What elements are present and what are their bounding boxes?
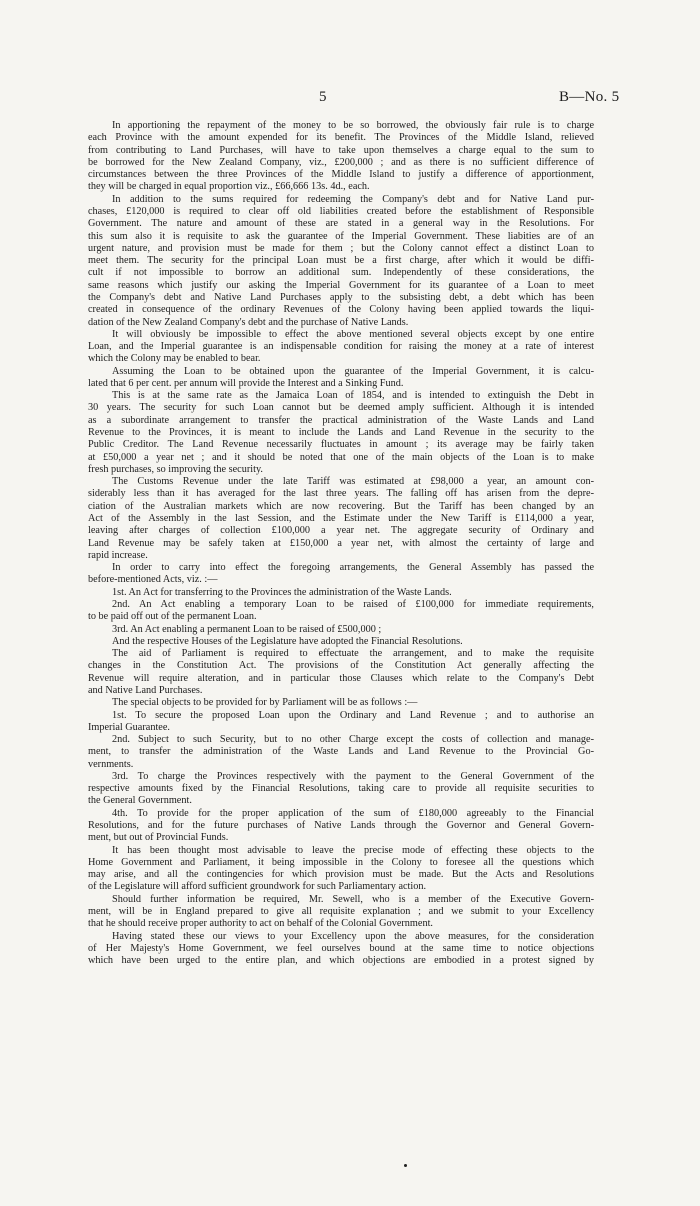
text-line: meet them. The security for the principal Loan must be a first charge, after which it would be diffi-: [88, 255, 594, 267]
text-line: Revenue will require alteration, and in particular those Clauses which relate to the Company's Debt: [88, 672, 594, 684]
text-line: vernments.: [88, 758, 134, 770]
text-line: respective amounts fixed by the Financial Resolutions, taking care to provide all requisite securities to: [88, 783, 594, 795]
text-line: circumstances between the three Provinces of the Middle Island to justify a difference of apportionment,: [88, 169, 594, 181]
text-line: same reasons which justify our asking the Imperial Government for its guarantee of a Loan to meet: [88, 279, 594, 291]
ink-speck: [404, 1164, 407, 1167]
text-line: Should further information be required, Mr. Sewell, who is a member of the Executive Govern-: [112, 893, 594, 905]
text-line: dation of the New Zealand Company's debt and the purchase of Native Lands.: [88, 316, 409, 328]
text-line: The special objects to be provided for by Parliament will be as follows :—: [112, 697, 418, 709]
text-line: Assuming the Loan to be obtained upon the guarantee of the Imperial Government, it is calcu-: [112, 365, 594, 377]
text-line: This is at the same rate as the Jamaica Loan of 1854, and is intended to extinguish the Debt in: [112, 390, 594, 402]
text-line: chases, £120,000 is required to clear off old liabilities created before the establishment of Responsible: [88, 205, 594, 217]
text-line: to be paid off out of the permanent Loan.: [88, 611, 257, 623]
text-line: The aid of Parliament is required to effectuate the arrangement, and to make the requisite: [112, 648, 594, 660]
text-line: as a subordinate arrangement to transfer the practical administration of the Waste Lands and Land: [88, 414, 594, 426]
text-line: Resolutions, and for the future purchases of Native Lands through the Governor and General Govern-: [88, 820, 594, 832]
text-line: this sum also it is requisite to ask the guarantee of the Imperial Government. These liabities are of an: [88, 230, 594, 242]
text-line: It has been thought most advisable to leave the precise mode of effecting these objects to the: [112, 844, 594, 856]
text-line: And the respective Houses of the Legislature have adopted the Financial Resolutions.: [112, 635, 463, 647]
text-line: cult if not impossible to borrow an additional sum. Independently of these considerations, the: [88, 267, 594, 279]
text-line: 3rd. An Act enabling a permanent Loan to be raised of £500,000 ;: [112, 623, 382, 635]
text-line: In addition to the sums required for redeeming the Company's debt and for Native Land pur-: [112, 193, 594, 205]
text-line: of the Legislature will afford sufficient groundwork for such Parliamentary action.: [88, 881, 427, 893]
text-line: of Her Majesty's Home Government, we feel ourselves bound at the same time to notice objections: [88, 942, 594, 954]
page-number: 5: [319, 89, 327, 105]
text-line: which the Colony may be enabled to bear.: [88, 353, 261, 365]
text-line: ciation of the Australian markets which are now recovering. But the Tariff has been changed by an: [88, 500, 594, 512]
text-line: be borrowed for the New Zealand Company, viz., £200,000 ; and as there is no sufficient difference of: [88, 156, 594, 168]
text-line: which have been urged to the entire plan, and which objections are embodied in a protest signed by: [88, 955, 594, 967]
text-line: the General Government.: [88, 795, 192, 807]
text-line: 3rd. To charge the Provinces respectively with the payment to the General Government of the: [112, 770, 594, 782]
text-line: at £50,000 a year net ; and it should be noted that one of the main objects of the Loan is to make: [88, 451, 594, 463]
text-line: 4th. To provide for the proper application of the sum of £180,000 agreeably to the Financial: [112, 807, 594, 819]
text-line: and Native Land Purchases.: [88, 684, 203, 696]
page-header: [0, 89, 700, 109]
text-line: 2nd. Subject to such Security, but to no other Charge except the costs of collection and manage-: [112, 734, 594, 746]
text-line: lated that 6 per cent. per annum will provide the Interest and a Sinking Fund.: [88, 377, 404, 389]
text-line: before-mentioned Acts, viz. :—: [88, 574, 218, 586]
text-line: Revenue to the Provinces, it is meant to include the Lands and Land Revenue in the security to the: [88, 427, 594, 439]
text-line: Imperial Guarantee.: [88, 721, 170, 733]
text-line: It will obviously be impossible to effect the above mentioned several objects except by one entire: [112, 328, 594, 340]
text-line: In order to carry into effect the foregoing arrangements, the General Assembly has passed the: [112, 562, 594, 574]
text-line: fresh purchases, so improving the security.: [88, 463, 263, 475]
text-line: 1st. To secure the proposed Loan upon the Ordinary and Land Revenue ; and to authorise an: [112, 709, 594, 721]
text-line: Public Creditor. The Land Revenue necessarily fluctuates in amount ; its average may be fairly taken: [88, 439, 594, 451]
text-line: Having stated these our views to your Excellency upon the above measures, for the consideration: [112, 930, 594, 942]
text-line: Loan, and the Imperial guarantee is an indispensable condition for raising the money at a rate of interest: [88, 341, 594, 353]
text-line: they will be charged in equal proportion viz., £66,666 13s. 4d., each.: [88, 181, 370, 193]
text-line: leaving after charges of collection £100,000 a year net. The aggregate security of Ordinary and: [88, 525, 594, 537]
text-line: ment, but out of Provincial Funds.: [88, 832, 229, 844]
text-line: created in consequence of the ordinary Revenues of the Colony having been applied towards the liqui-: [88, 304, 594, 316]
text-line: ment, will be in England prepared to give all requisite explanation ; and we submit to your Excellency: [88, 906, 594, 917]
text-line: changes in the Constitution Act. The provisions of the Constitution Act generally affecting the: [88, 660, 594, 672]
body-text: [88, 120, 594, 967]
text-line: from contributing to Land Purchases, will have to take upon themselves a charge equal to the sum to: [88, 144, 594, 156]
text-line: Home Government and Parliament, it being impossible in the Colony to foresee all the questions which: [88, 856, 594, 868]
text-line: urgent nature, and provision must be made for them ; but the Colony cannot effect a distinct Loan to: [88, 242, 594, 254]
text-line: that he should receive proper authority to act on behalf of the Colonial Government.: [88, 918, 433, 930]
text-line: siderably less than it has averaged for the last three years. The falling off has arisen from the depre-: [88, 488, 594, 500]
text-line: each Province with the amount expended for its benefit. The Provinces of the Middle Island, relieved: [88, 132, 594, 144]
text-line: ment, to transfer the administration of the Waste Lands and Land Revenue to the Provincial Go-: [88, 746, 594, 758]
text-line: 30 years. The security for such Loan cannot but be deemed amply sufficient. Although it is intended: [88, 402, 594, 414]
text-line: 2nd. An Act enabling a temporary Loan to be raised of £100,000 for immediate requirements,: [112, 598, 594, 610]
text-line: 1st. An Act for transferring to the Provinces the administration of the Waste Lands.: [112, 586, 452, 598]
text-line: Government. The nature and amount of these are stated in a general way in the Resolutions. For: [88, 218, 594, 230]
text-line: rapid increase.: [88, 549, 148, 561]
document-reference: B—No. 5: [559, 89, 620, 105]
text-line: The Customs Revenue under the late Tariff was estimated at £98,000 a year, an amount con-: [112, 476, 594, 488]
text-line: Act of the Assembly in the last Session, and the Estimate under the New Tariff is £114,000 a year,: [88, 513, 594, 524]
text-line: the Company's debt and Native Land Purchases apply to the subsisting debt, a debt which has been: [88, 291, 594, 303]
text-line: Land Revenue may be safely taken at £150,000 a year net, with almost the certainty of large and: [88, 537, 594, 549]
text-line: may arise, and all the contingencies for which provision must be made. But the Acts and Resolutions: [88, 869, 594, 881]
text-line: In apportioning the repayment of the money to be so borrowed, the obviously fair rule is to charge: [112, 120, 594, 131]
